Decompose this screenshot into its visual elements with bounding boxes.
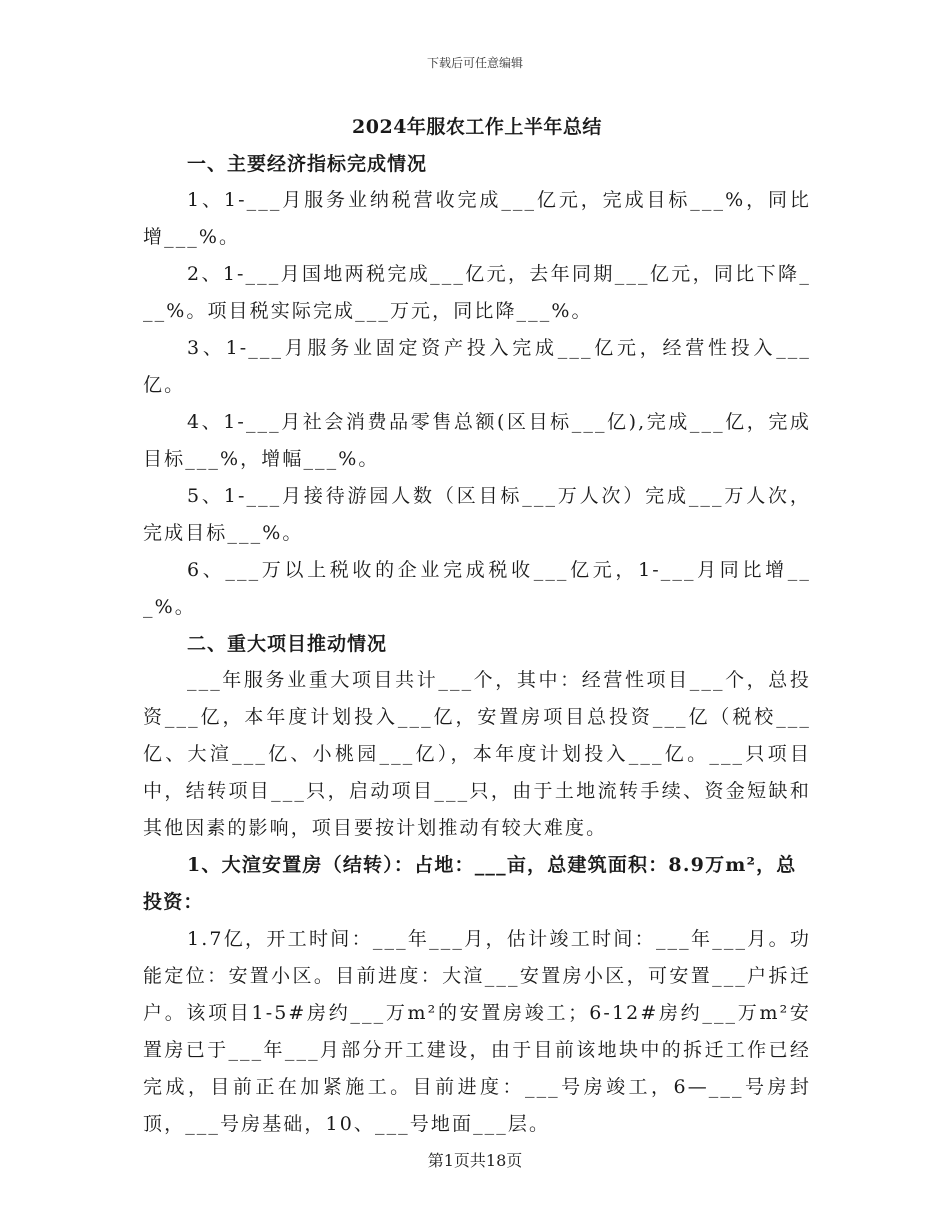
paragraph-item-5: 5、1-___月接待游园人数（区目标___万人次）完成___万人次，完成目标___%。	[143, 485, 811, 544]
paragraph-item-6: 6、___万以上税收的企业完成税收___亿元，1-___月同比增___%。	[143, 559, 811, 618]
paragraph-item-3: 3、1-___月服务业固定资产投入完成___亿元，经营性投入___亿。	[143, 337, 811, 396]
paragraph-item-2: 2、1-___月国地两税完成___亿元，去年同期___亿元，同比下降___%。项目税实际完成___万元，同比降___%。	[143, 263, 811, 322]
section2-intro-paragraph: ___年服务业重大项目共计___个，其中：经营性项目___个，总投资___亿，本年度计划投入___亿，安置房项目总投资___亿（税校___亿、大渲___亿、小桃园___亿），本年度计划投入___亿。___只项目中，结转项目___只，启动项目___只，由于土地流转手续、资金短缺和其他因素的影响，项目要按计划推动有较大难度。	[143, 669, 811, 839]
header-note: 下载后可任意编辑	[426, 56, 523, 70]
paragraph-item-4: 4、1-___月社会消费品零售总额(区目标___亿),完成___亿，完成目标___%，增幅___%。	[143, 411, 811, 470]
section-heading-1: 一、主要经济指标完成情况	[187, 153, 428, 175]
document-body	[143, 112, 811, 1143]
document-title: 2024年服农工作上半年总结	[352, 116, 602, 138]
project1-heading: 1、大渲安置房（结转）：占地：___亩，总建筑面积：8.9万m²，总投资：	[143, 854, 797, 913]
page-footer: 第1页共18页	[427, 1151, 523, 1170]
section-heading-2: 二、重大项目推动情况	[187, 633, 388, 655]
project1-body-paragraph: 1.7亿，开工时间：___年___月，估计竣工时间：___年___月。功能定位：安置小区。目前进度：大渲___安置房小区，可安置___户拆迁户。该项目1-5#房约___万m²的安置房竣工；6-12#房约___万m²安置房已于___年___月部分开工建设，由于目前该地块中的拆迁工作已经完成，目前正在加紧施工。目前进度：___号房竣工，6—___号房封顶，___号房基础，10、___号地面___层。	[143, 928, 811, 1135]
paragraph-item-1: 1、1-___月服务业纳税营收完成___亿元，完成目标___%，同比增___%。	[143, 189, 811, 248]
